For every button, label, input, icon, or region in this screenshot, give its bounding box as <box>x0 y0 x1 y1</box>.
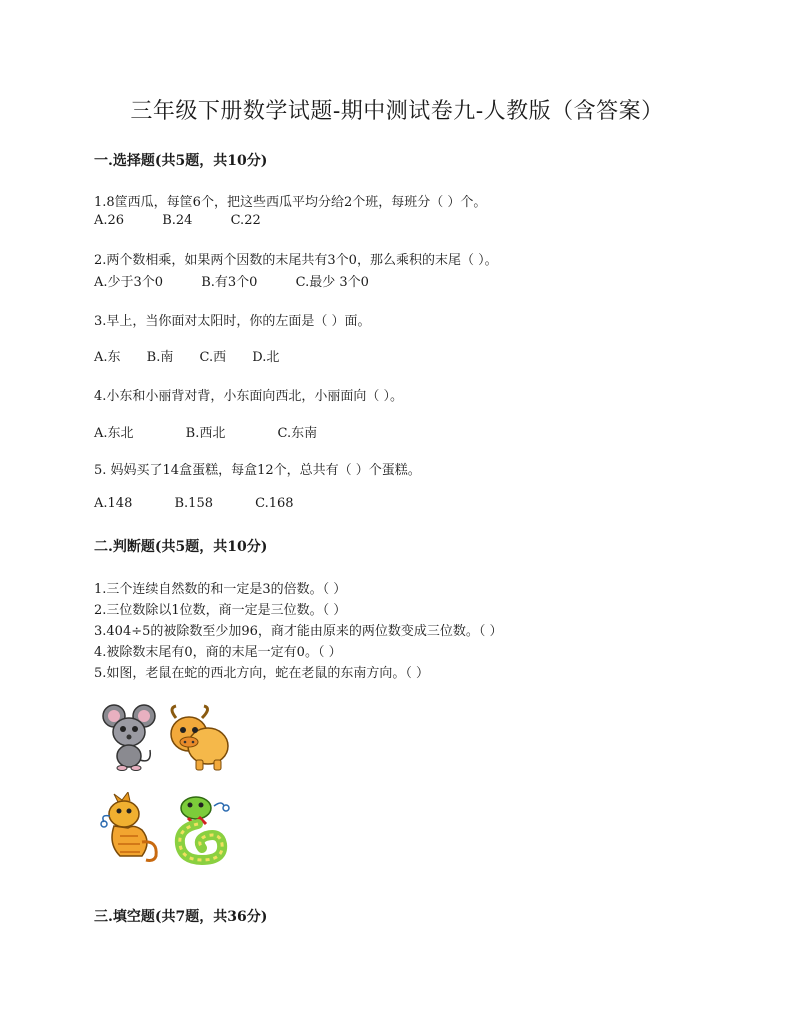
judge-item-1: 1.三个连续自然数的和一定是3的倍数。（ ） <box>94 582 347 597</box>
question-4-options <box>94 422 351 441</box>
judge-item-5: 5.如图，老鼠在蛇的西北方向，蛇在老鼠的东南方向。（ ） <box>94 666 430 681</box>
option-b: B.有3个0 <box>201 275 258 290</box>
option-d: D.北 <box>252 350 280 365</box>
dragon-icon <box>98 792 162 866</box>
option-b: B.158 <box>174 496 213 511</box>
option-c: C.西 <box>199 350 227 365</box>
option-c: C.168 <box>255 496 294 511</box>
question-2: 2.两个数相乘，如果两个因数的末尾共有3个0，那么乘积的末尾（ ）。 <box>94 253 498 268</box>
option-a: A.26 <box>94 213 125 228</box>
page-title: 三年级下册数学试题-期中测试卷九-人教版（含答案） <box>130 99 664 124</box>
question-4: 4.小东和小丽背对背，小东面向西北，小丽面向（ ）。 <box>94 389 404 404</box>
judge-item-2: 2.三位数除以1位数，商一定是三位数。（ ） <box>94 603 347 618</box>
question-5: 5. 妈妈买了14盒蛋糕，每盒12个，总共有（ ）个蛋糕。 <box>94 463 421 478</box>
question-3: 3.早上，当你面对太阳时，你的左面是（ ）面。 <box>94 314 371 329</box>
option-a: A.东 <box>94 350 121 365</box>
option-b: B.西北 <box>185 426 226 441</box>
option-a: A.东北 <box>94 426 134 441</box>
option-c: C.22 <box>230 213 261 228</box>
question-3-options <box>94 346 301 365</box>
option-a: A.148 <box>94 496 133 511</box>
option-b: B.南 <box>146 350 174 365</box>
judge-item-4: 4.被除数末尾有0，商的末尾一定有0。（ ） <box>94 645 342 660</box>
ox-icon <box>162 704 230 774</box>
option-c: C.东南 <box>277 426 318 441</box>
option-b: B.24 <box>162 213 193 228</box>
judge-item-3: 3.404÷5的被除数至少加96，商才能由原来的两位数变成三位数。（ ） <box>94 624 503 639</box>
question-2-options <box>94 271 403 290</box>
snake-icon <box>170 794 234 866</box>
option-c: C.最少 3个0 <box>295 275 369 290</box>
question-5-options <box>94 496 328 511</box>
section-heading-fill: 三.填空题(共7题，共36分) <box>94 909 268 925</box>
question-1-options <box>94 213 295 228</box>
section-heading-choice: 一.选择题(共5题，共10分) <box>94 153 268 169</box>
question-1: 1.8筐西瓜，每筐6个，把这些西瓜平均分给2个班，每班分（ ）个。 <box>94 195 487 210</box>
mouse-icon <box>100 702 160 772</box>
section-heading-judge: 二.判断题(共5题，共10分) <box>94 539 268 555</box>
option-a: A.少于3个0 <box>94 275 164 290</box>
animal-figure <box>96 700 236 870</box>
